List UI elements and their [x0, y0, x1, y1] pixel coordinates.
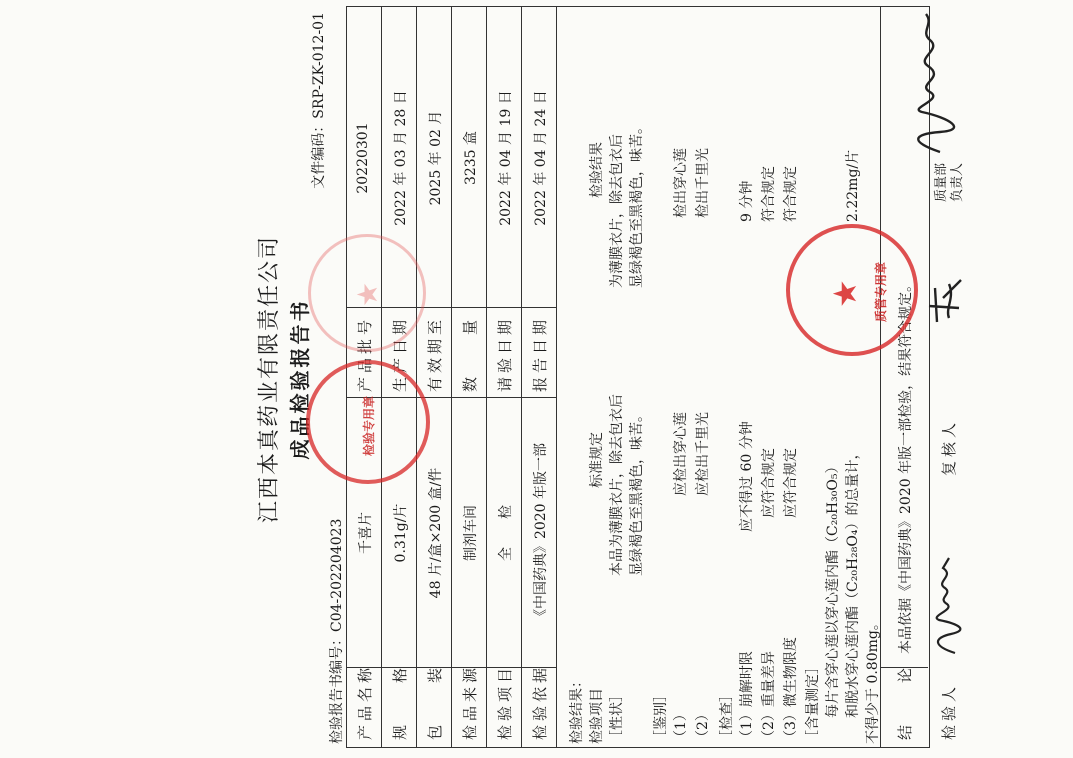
inspection-stamp — [306, 360, 430, 484]
jianbie-1-item: （1） — [673, 707, 689, 744]
info-label: 数 量 — [461, 315, 479, 392]
info-value: 48 片/盒×200 盒/件 — [428, 467, 444, 599]
section-hanliang: ［含量测定］ — [805, 660, 821, 744]
file-number: 文件编码：SRP-ZK-012-01 — [311, 12, 327, 189]
jiancha-2-standard: 应符合规定 — [761, 448, 777, 518]
qa-stamp-text: 质管专用章 — [874, 261, 888, 322]
jianbie-1-result: 检出穿心莲 — [673, 148, 689, 218]
info-label: 检验项目 — [496, 663, 514, 740]
xingzhuang-result-2: 显绿褐色至黑褐色，味苦。 — [629, 120, 645, 288]
qa-head-label-2: 负责人 — [950, 162, 965, 202]
jiancha-1-item: （1）崩解时限 — [739, 651, 755, 744]
jiancha-3-result: 符合规定 — [783, 166, 799, 222]
jiancha-3-item: （3）微生物限度 — [783, 637, 799, 744]
info-value: 0.31g/片 — [393, 503, 409, 563]
jianbie-2-result: 检出千里光 — [695, 148, 711, 218]
section-xingzhuang: ［性状］ — [609, 688, 625, 744]
report-title: 成品检验报告书 — [288, 298, 312, 460]
results-heading: 检验结果： — [569, 674, 585, 744]
inspector-signature — [925, 548, 967, 658]
jiancha-1-result: 9 分钟 — [739, 180, 755, 222]
info-value: 全 检 — [498, 505, 514, 561]
hanliang-result: 2.22mg/片 — [845, 149, 861, 222]
info-label: 生产日期 — [391, 315, 409, 392]
report-number: 检验报告书编号：C04-202204023 — [329, 518, 345, 744]
rotated-document — [140, 0, 965, 758]
section-jiancha: ［检查］ — [719, 688, 735, 744]
hanliang-line-3: 不得少于 0.80mg。 — [865, 616, 881, 744]
jiancha-1-standard: 应不得过 60 分钟 — [739, 421, 755, 532]
column-header-item: 检验项目 — [589, 688, 605, 744]
hanliang-line-2: 和脱水穿心莲内酯（C₂₀H₂₈O₄）的总量计， — [845, 445, 861, 718]
inspector-label: 检验人 — [940, 682, 958, 740]
jianbie-2-standard: 应检出千里光 — [695, 412, 711, 496]
info-value: 2025 年 02 月 — [428, 110, 444, 206]
qa-stamp-faint: ★ — [308, 234, 426, 352]
xingzhuang-standard-1: 本品为薄膜衣片，除去包衣后 — [609, 394, 625, 576]
info-label: 请验日期 — [496, 315, 514, 392]
column-header-standard: 标准规定 — [589, 432, 605, 488]
qa-head-signature — [900, 8, 970, 158]
conclusion-text: 本品依据《中国药典》2020 年版一部检验，结果符合规定。 — [898, 277, 914, 654]
qa-head-label-1: 质量部 — [934, 162, 949, 202]
company-name: 江西本真药业有限责任公司 — [257, 235, 282, 524]
info-value: 3235 盒 — [463, 130, 479, 186]
info-value: 2022 年 03 月 28 日 — [393, 90, 409, 226]
info-value: 2022 年 04 月 24 日 — [533, 90, 549, 226]
info-value: 千喜片 — [358, 512, 374, 554]
column-header-result: 检验结果 — [589, 142, 605, 198]
xingzhuang-standard-2: 显绿褐色至黑褐色，味苦。 — [629, 408, 645, 576]
jianbie-2-item: （2） — [695, 707, 711, 744]
info-value: 制剂车间 — [463, 505, 479, 561]
jianbie-1-standard: 应检出穿心莲 — [673, 412, 689, 496]
info-label: 产品批号 — [356, 315, 374, 392]
info-label: 包 装 — [426, 663, 444, 740]
inspection-stamp-text: 检验专用章 — [362, 395, 376, 456]
info-label: 检品来源 — [461, 663, 479, 740]
reviewer-label: 复核人 — [940, 418, 958, 476]
info-value: 《中国药典》2020 年版一部 — [533, 442, 549, 624]
info-label: 规 格 — [391, 663, 409, 740]
xingzhuang-result-1: 为薄膜衣片，除去包衣后 — [609, 134, 625, 288]
info-label: 有效期至 — [426, 315, 444, 392]
info-label: 产品名称 — [356, 663, 374, 740]
info-label: 检验依据 — [531, 663, 549, 740]
hanliang-line-1: 每片含穿心莲以穿心莲内酯（C₂₀H₃₀O₅） — [825, 459, 841, 718]
jiancha-2-item: （2）重量差异 — [761, 651, 777, 744]
info-value: 2022 年 04 月 19 日 — [498, 90, 514, 226]
reviewer-signature — [925, 268, 967, 328]
conclusion-label: 结 论 — [896, 663, 914, 740]
jiancha-3-standard: 应符合规定 — [783, 448, 799, 518]
star-icon: ★ — [826, 279, 864, 308]
info-value: 20220301 — [355, 122, 371, 194]
info-label: 报告日期 — [531, 315, 549, 392]
qa-stamp — [786, 224, 918, 356]
section-jianbie: ［鉴别］ — [653, 688, 669, 744]
jiancha-2-result: 符合规定 — [761, 166, 777, 222]
